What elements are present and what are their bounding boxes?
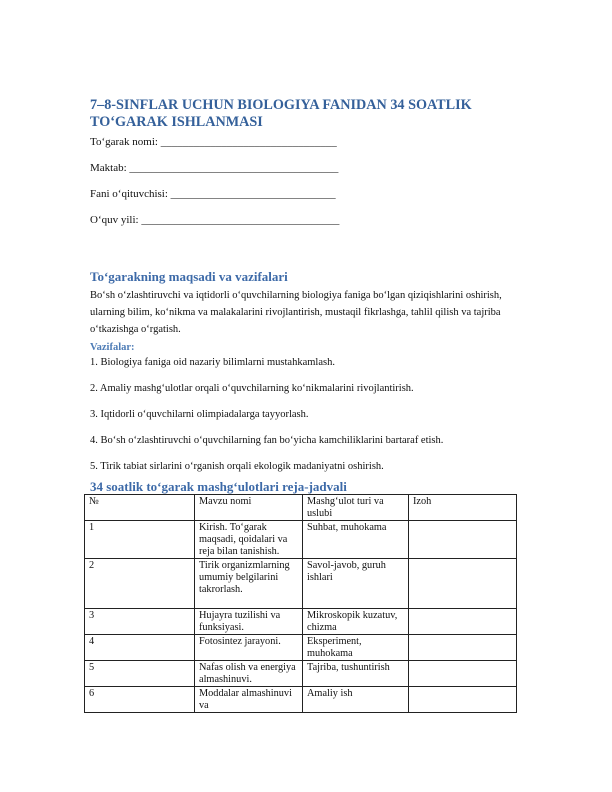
table-row [85,559,517,609]
table-row [85,521,517,559]
table-row [85,609,517,635]
goals-heading: To‘garakning maqsadi va vazifalari [90,269,288,284]
table-cell: 6 [85,687,195,713]
table-cell: Tirik organizmlarning umumiy belgilarini takrorlash. [195,559,303,609]
task-item: 2. Amaliy mashg‘ulotlar orqali o‘quvchilarning ko‘nikmalarini rivojlantirish. [90,383,414,394]
goals-line-1: Bo‘sh o‘zlashtiruvchi va iqtidorli o‘quvchilarning biologiya faniga bo‘lgan qiziqishlarini oshirish, [90,290,502,301]
teacher-field: Fani o‘qituvchisi: ______________________________ [90,188,336,200]
table-cell: Kirish. To‘garak maqsadi, qoidalari va reja bilan tanishish. [195,521,303,559]
table-header-row [85,495,517,521]
plan-table [84,494,517,713]
academic-year-field: O‘quv yili: ____________________________________ [90,214,340,226]
table-cell: Hujayra tuzilishi va funksiyasi. [195,609,303,635]
plan-heading: 34 soatlik to‘garak mashg‘ulotlari reja-jadvali [90,479,347,494]
tasks-heading: Vazifalar: [90,342,135,353]
title-line-1: 7–8-SINFLAR UCHUN BIOLOGIYA FANIDAN 34 SOATLIK [90,97,472,113]
table-row [85,635,517,661]
column-header: Izoh [409,495,517,521]
table-cell [409,635,517,661]
table-cell [409,661,517,687]
table-cell: Eksperiment, muhokama [303,635,409,661]
column-header: Mavzu nomi [195,495,303,521]
table-cell: Suhbat, muhokama [303,521,409,559]
table-cell [409,521,517,559]
table-cell: Moddalar almashinuvi va [195,687,303,713]
table-cell: 4 [85,635,195,661]
table-cell: Savol-javob, guruh ishlari [303,559,409,609]
task-item: 5. Tirik tabiat sirlarini o‘rganish orqali ekologik madaniyatni oshirish. [90,461,384,472]
task-item: 3. Iqtidorli o‘quvchilarni olimpiadalarga tayyorlash. [90,409,309,420]
column-header: Mashg‘ulot turi va uslubi [303,495,409,521]
table-cell: Mikroskopik kuzatuv, chizma [303,609,409,635]
goals-paragraph [90,287,530,338]
goals-line-3: o‘tkazishga o‘rgatish. [90,324,181,335]
table-cell: 1 [85,521,195,559]
column-header: № [85,495,195,521]
table-cell: 2 [85,559,195,609]
table-cell: Fotosintez jarayoni. [195,635,303,661]
table-cell [409,687,517,713]
table-cell: 3 [85,609,195,635]
school-field: Maktab: ______________________________________ [90,162,339,174]
club-name-field: To‘garak nomi: ________________________________ [90,136,337,148]
task-item: 4. Bo‘sh o‘zlashtiruvchi o‘quvchilarning fan bo‘yicha kamchiliklarini bartaraf etish. [90,435,444,446]
document-title [90,97,520,131]
task-item: 1. Biologiya faniga oid nazariy bilimlarni mustahkamlash. [90,357,335,368]
table-row [85,661,517,687]
table-cell: Amaliy ish [303,687,409,713]
goals-line-2: ularning bilim, ko‘nikma va malakalarini rivojlantirish, mustaqil fikrlashga, tahlil qilish va tajriba [90,307,501,318]
title-line-2: TO‘GARAK ISHLANMASI [90,114,263,130]
table-cell [409,609,517,635]
table-row [85,687,517,713]
table-cell: 5 [85,661,195,687]
table-cell: Tajriba, tushuntirish [303,661,409,687]
table-cell: Nafas olish va energiya almashinuvi. [195,661,303,687]
table-cell [409,559,517,609]
